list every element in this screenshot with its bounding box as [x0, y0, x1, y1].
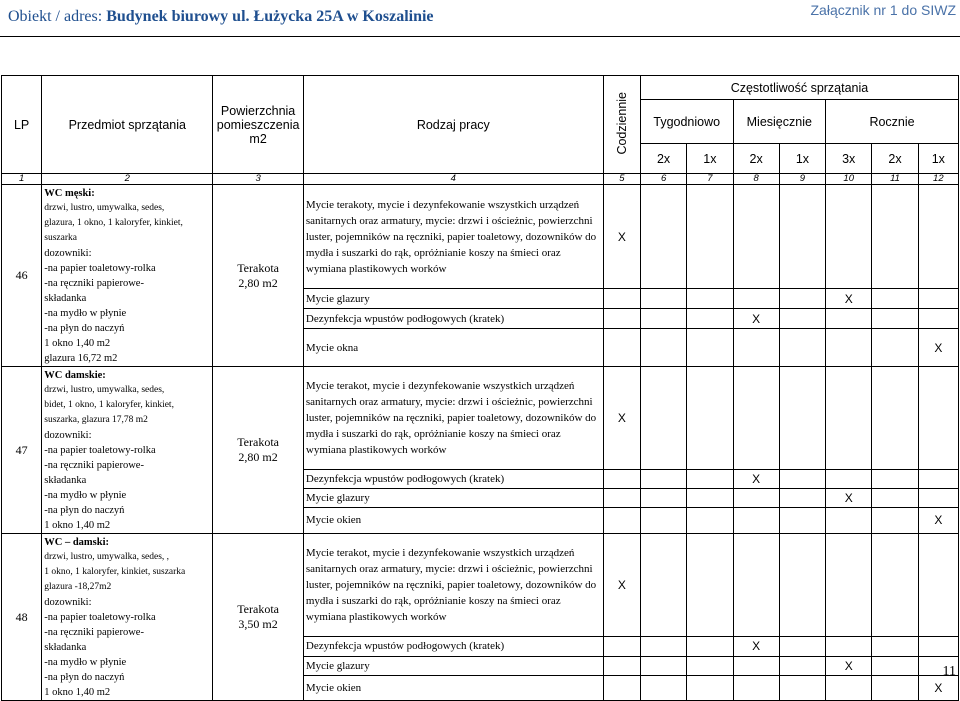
- row-lp: 46: [2, 185, 42, 367]
- freq-count: 3x: [826, 144, 872, 174]
- column-number: 7: [687, 174, 733, 185]
- frequency-cell: [779, 656, 825, 676]
- subject-line: glazura -18,27m2: [44, 582, 112, 592]
- work-description: Mycie glazury: [303, 488, 603, 507]
- frequency-mark: X: [826, 488, 872, 507]
- object-value: Budynek biurowy ul. Łużycka 25A w Koszalinie: [106, 8, 434, 25]
- frequency-cell: [640, 656, 686, 676]
- frequency-cell: [603, 309, 640, 329]
- column-number: 6: [640, 174, 686, 185]
- subject-line: 1 okno, 1 kaloryfer, kinkiet, suszarka: [44, 567, 186, 577]
- subject-line: drzwi, lustro, umywalka, sedes, ,: [44, 552, 170, 562]
- cleaning-schedule-table: [1, 75, 959, 701]
- frequency-cell: [603, 656, 640, 676]
- work-description: Mycie okien: [303, 676, 603, 701]
- frequency-cell: [603, 329, 640, 367]
- row-lp: 47: [2, 367, 42, 534]
- row-area: [213, 185, 304, 367]
- frequency-cell: [603, 507, 640, 533]
- frequency-cell: [826, 185, 872, 289]
- frequency-cell: [872, 185, 918, 289]
- frequency-cell: [779, 470, 825, 489]
- col-subject: Przedmiot sprzątania: [42, 76, 213, 174]
- subject-line: -na mydło w płynie: [44, 308, 127, 319]
- frequency-cell: [603, 488, 640, 507]
- subject-line: WC męski:: [44, 188, 95, 199]
- row-subject: [42, 185, 213, 367]
- frequency-mark: X: [918, 676, 958, 701]
- page-number: 11: [942, 664, 956, 679]
- frequency-cell: [687, 507, 733, 533]
- table-row: [2, 534, 959, 637]
- area-line: Terakota: [237, 602, 279, 616]
- frequency-cell: [872, 488, 918, 507]
- row-lp: 48: [2, 534, 42, 701]
- subject-line: -na ręczniki papierowe-: [44, 627, 144, 638]
- frequency-cell: [826, 367, 872, 470]
- frequency-cell: [872, 309, 918, 329]
- frequency-cell: [733, 676, 779, 701]
- col-lp: LP: [2, 76, 42, 174]
- frequency-cell: [640, 507, 686, 533]
- area-line: 2,80 m2: [238, 275, 278, 290]
- subject-line: glazura, 1 okno, 1 kaloryfer, kinkiet,: [44, 218, 183, 228]
- frequency-cell: [687, 488, 733, 507]
- frequency-mark: X: [733, 636, 779, 656]
- column-number: 1: [2, 174, 42, 185]
- frequency-cell: [640, 329, 686, 367]
- frequency-cell: [872, 534, 918, 637]
- subject-line: -na mydło w płynie: [44, 657, 127, 668]
- work-description: Mycie glazury: [303, 289, 603, 309]
- column-number: 4: [303, 174, 603, 185]
- frequency-cell: [918, 488, 958, 507]
- frequency-cell: [687, 289, 733, 309]
- area-line: Terakota: [237, 435, 279, 449]
- work-description: Mycie okien: [303, 507, 603, 533]
- frequency-cell: [779, 488, 825, 507]
- column-number: 2: [42, 174, 213, 185]
- subject-line: 1 okno 1,40 m2: [44, 338, 111, 349]
- frequency-mark: X: [733, 309, 779, 329]
- frequency-cell: [687, 534, 733, 637]
- frequency-cell: [918, 470, 958, 489]
- frequency-mark: X: [918, 507, 958, 533]
- frequency-cell: [733, 488, 779, 507]
- subject-line: suszarka: [44, 233, 77, 243]
- subject-line: WC damskie:: [44, 370, 106, 381]
- subject-line: bidet, 1 okno, 1 kaloryfer, kinkiet,: [44, 400, 174, 410]
- frequency-cell: [733, 185, 779, 289]
- subject-line: -na ręczniki papierowe-: [44, 278, 144, 289]
- frequency-cell: [826, 470, 872, 489]
- frequency-cell: [779, 534, 825, 637]
- subject-line: -na mydło w płynie: [44, 490, 127, 501]
- frequency-cell: [872, 656, 918, 676]
- frequency-cell: [826, 309, 872, 329]
- work-description: Dezynfekcja wpustów podłogowych (kratek): [303, 636, 603, 656]
- area-line: Terakota: [237, 260, 279, 275]
- frequency-cell: [640, 488, 686, 507]
- table-row: [2, 185, 959, 289]
- frequency-cell: [640, 676, 686, 701]
- frequency-cell: [779, 636, 825, 656]
- subject-line: -na papier toaletowy-rolka: [44, 612, 156, 623]
- col-monthly: Miesięcznie: [733, 100, 826, 144]
- object-label: Obiekt / adres:: [8, 8, 103, 25]
- frequency-cell: [918, 367, 958, 470]
- subject-line: -na papier toaletowy-rolka: [44, 445, 156, 456]
- column-number: 5: [603, 174, 640, 185]
- frequency-mark: X: [603, 185, 640, 289]
- daily-label: Codziennie: [614, 91, 629, 155]
- frequency-cell: [687, 636, 733, 656]
- frequency-cell: [826, 676, 872, 701]
- attachment-label: Załącznik nr 1 do SIWZ: [810, 2, 956, 18]
- frequency-cell: [779, 185, 825, 289]
- col-area: Powierzchnia pomieszczenia m2: [213, 76, 304, 174]
- frequency-cell: [779, 289, 825, 309]
- freq-count: 2x: [733, 144, 779, 174]
- work-description: Mycie glazury: [303, 656, 603, 676]
- subject-line: -na papier toaletowy-rolka: [44, 263, 156, 274]
- column-number: 9: [779, 174, 825, 185]
- frequency-cell: [779, 676, 825, 701]
- page-header: [0, 0, 960, 37]
- column-number: 10: [826, 174, 872, 185]
- subject-line: składanka: [44, 475, 87, 486]
- frequency-cell: [733, 329, 779, 367]
- frequency-cell: [640, 470, 686, 489]
- frequency-mark: X: [826, 289, 872, 309]
- frequency-cell: [640, 309, 686, 329]
- frequency-cell: [872, 636, 918, 656]
- subject-line: -na płyn do naczyń: [44, 323, 125, 334]
- frequency-cell: [687, 656, 733, 676]
- frequency-cell: [733, 534, 779, 637]
- frequency-mark: X: [603, 534, 640, 637]
- frequency-mark: X: [918, 329, 958, 367]
- work-description: Dezynfekcja wpustów podłogowych (kratek): [303, 470, 603, 489]
- frequency-cell: [826, 507, 872, 533]
- frequency-cell: [687, 470, 733, 489]
- row-subject: [42, 534, 213, 701]
- work-description: Mycie okna: [303, 329, 603, 367]
- frequency-mark: X: [826, 656, 872, 676]
- frequency-cell: [733, 289, 779, 309]
- subject-line: -na płyn do naczyń: [44, 505, 125, 516]
- frequency-cell: [918, 309, 958, 329]
- frequency-cell: [603, 636, 640, 656]
- subject-line: składanka: [44, 642, 87, 653]
- column-number: 3: [213, 174, 304, 185]
- frequency-cell: [640, 289, 686, 309]
- freq-count: 2x: [872, 144, 918, 174]
- frequency-cell: [733, 656, 779, 676]
- row-subject: [42, 367, 213, 534]
- frequency-cell: [640, 367, 686, 470]
- frequency-cell: [872, 289, 918, 309]
- frequency-cell: [918, 185, 958, 289]
- frequency-mark: X: [603, 367, 640, 470]
- frequency-cell: [603, 470, 640, 489]
- frequency-cell: [733, 367, 779, 470]
- frequency-cell: [603, 676, 640, 701]
- frequency-cell: [640, 185, 686, 289]
- frequency-cell: [872, 470, 918, 489]
- subject-line: drzwi, lustro, umywalka, sedes,: [44, 203, 165, 213]
- object-address: [8, 8, 434, 26]
- frequency-cell: [687, 185, 733, 289]
- freq-count: 2x: [640, 144, 686, 174]
- frequency-cell: [872, 329, 918, 367]
- frequency-cell: [826, 329, 872, 367]
- frequency-cell: [918, 636, 958, 656]
- frequency-cell: [779, 507, 825, 533]
- col-yearly: Rocznie: [826, 100, 959, 144]
- freq-count: 1x: [918, 144, 958, 174]
- subject-line: dozowniki:: [44, 597, 92, 608]
- subject-line: składanka: [44, 293, 87, 304]
- frequency-cell: [687, 309, 733, 329]
- frequency-cell: [918, 534, 958, 637]
- subject-line: dozowniki:: [44, 248, 92, 259]
- subject-line: glazura 16,72 m2: [44, 353, 118, 364]
- subject-line: -na ręczniki papierowe-: [44, 460, 144, 471]
- frequency-cell: [779, 367, 825, 470]
- area-line: 2,80 m2: [238, 450, 278, 464]
- column-number: 11: [872, 174, 918, 185]
- col-weekly: Tygodniowo: [640, 100, 733, 144]
- frequency-cell: [826, 636, 872, 656]
- frequency-mark: X: [733, 470, 779, 489]
- col-work: Rodzaj pracy: [303, 76, 603, 174]
- freq-count: 1x: [779, 144, 825, 174]
- subject-line: dozowniki:: [44, 430, 92, 441]
- frequency-cell: [872, 367, 918, 470]
- frequency-cell: [640, 636, 686, 656]
- subject-line: -na płyn do naczyń: [44, 672, 125, 683]
- frequency-cell: [687, 329, 733, 367]
- frequency-cell: [687, 676, 733, 701]
- row-area: [213, 534, 304, 701]
- frequency-cell: [779, 329, 825, 367]
- subject-line: drzwi, lustro, umywalka, sedes,: [44, 385, 165, 395]
- subject-line: suszarka, glazura 17,78 m2: [44, 415, 148, 425]
- column-number: 12: [918, 174, 958, 185]
- col-frequency: Częstotliwość sprzątania: [640, 76, 958, 100]
- frequency-cell: [733, 507, 779, 533]
- frequency-cell: [872, 507, 918, 533]
- table-row: [2, 367, 959, 470]
- work-description: Mycie terakoty, mycie i dezynfekowanie wszystkich urządzeń sanitarnych oraz armatury, mycie: drzwi i ościeżnic, powierzchni luster, pojemników na ręczniki, papier toaletowy, dozowników do mydła i suszarki do rąk, opróżnianie koszy na śmieci oraz wymiana plastikowych worków: [303, 185, 603, 289]
- frequency-cell: [687, 367, 733, 470]
- frequency-cell: [918, 289, 958, 309]
- subject-line: 1 okno 1,40 m2: [44, 520, 111, 531]
- subject-line: 1 okno 1,40 m2: [44, 687, 111, 698]
- row-area: [213, 367, 304, 534]
- area-line: 3,50 m2: [238, 617, 278, 631]
- work-description: Mycie terakot, mycie i dezynfekowanie wszystkich urządzeń sanitarnych oraz armatury, mycie: drzwi i ościeżnic, powierzchni luster, pojemników na ręczniki, papier toaletowy, dozowników do mydła i suszarki do rąk, opróżnianie koszy na śmieci oraz wymiana plastikowych worków: [303, 367, 603, 470]
- work-description: Dezynfekcja wpustów podłogowych (kratek): [303, 309, 603, 329]
- subject-line: WC – damski:: [44, 537, 110, 548]
- work-description: Mycie terakot, mycie i dezynfekowanie wszystkich urządzeń sanitarnych oraz armatury, mycie: drzwi i ościeżnic, powierzchni luster, pojemników na ręczniki, papier toaletowy, dozowników do mydła i suszarki do rąk, opróżnianie koszy na śmieci oraz wymiana plastikowych worków: [303, 534, 603, 637]
- freq-count: 1x: [687, 144, 733, 174]
- frequency-cell: [640, 534, 686, 637]
- frequency-cell: [826, 534, 872, 637]
- frequency-cell: [603, 289, 640, 309]
- frequency-cell: [779, 309, 825, 329]
- frequency-cell: [872, 676, 918, 701]
- col-daily: [603, 76, 640, 174]
- column-number: 8: [733, 174, 779, 185]
